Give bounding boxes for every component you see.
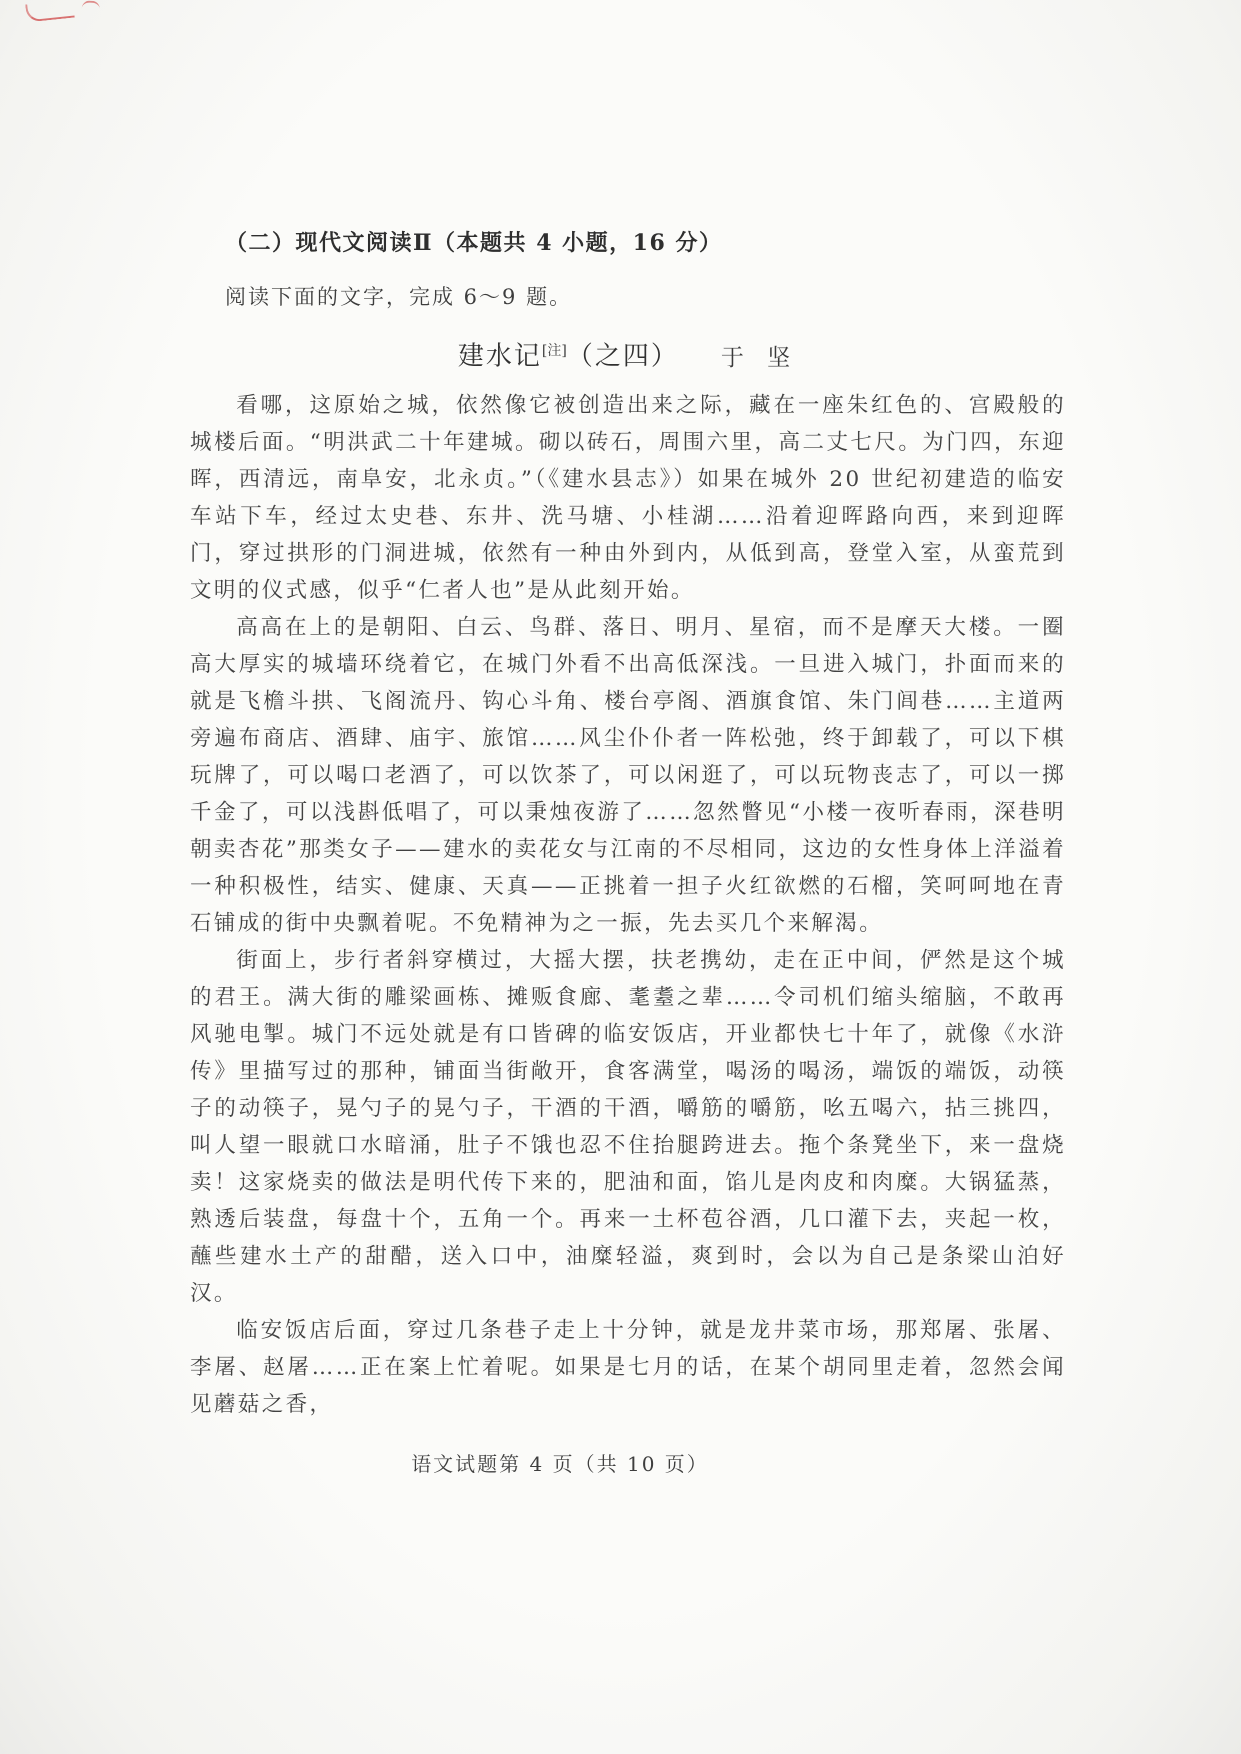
reading-instruction: 阅读下面的文字，完成 6～9 题。	[225, 285, 573, 309]
article-paragraph: 看哪，这原始之城，依然像它被创造出来之际，藏在一座朱红色的、宫殿般的城楼后面。“明洪武二十年建城。砌以砖石，周围六里，高二丈七尺。为门四，东迎晖，西清远，南阜安，北永贞。”（《建水县志》）如果在城外 20 世纪初建造的临安车站下车，经过太史巷、东井、洗马塘、小桂湖……沿着迎晖路向西，来到迎晖门，穿过拱形的门洞进城，依然有一种由外到内，从低到高，登堂入室，从蛮荒到文明的仪式感，似乎“仁者人也”是从此刻开始。	[190, 392, 1066, 603]
red-pen-mark	[25, 0, 75, 22]
article-title-part: （之四）	[566, 341, 679, 372]
article-body	[190, 387, 1066, 1423]
article-author: 于 坚	[720, 344, 799, 371]
article-paragraph: 街面上，步行者斜穿横过，大摇大摆，扶老携幼，走在正中间，俨然是这个城的君王。满大街的雕梁画栋、摊贩食廊、耄耋之辈……令司机们缩头缩脑，不敢再风驰电掣。城门不远处就是有口皆碑的临安饭店，开业都快七十年了，就像《水浒传》里描写过的那种，铺面当街敞开，食客满堂，喝汤的喝汤，端饭的端饭，动筷子的动筷子，晃勺子的晃勺子，干酒的干酒，嚼筋的嚼筋，吆五喝六，拈三挑四，叫人望一眼就口水暗涌，肚子不饿也忍不住抬腿跨进去。拖个条凳坐下，来一盘烧卖！这家烧卖的做法是明代传下来的，肥油和面，馅儿是肉皮和肉糜。大锅猛蒸，熟透后装盘，每盘十个，五角一个。再来一土杯苞谷酒，几口灌下去，夹起一枚，蘸些建水土产的甜醋，送入口中，油糜轻溢，爽到时，会以为自己是条梁山泊好汉。	[190, 947, 1066, 1306]
article-title-line	[190, 334, 1066, 375]
article-title-note: [注]	[541, 343, 567, 359]
article-paragraph: 临安饭店后面，穿过几条巷子走上十分钟，就是龙井菜市场，那郑屠、张屠、李屠、赵屠……正在案上忙着呢。如果是七月的话，在某个胡同里走着，忽然会闻见蘑菇之香，	[190, 1317, 1066, 1417]
section-heading: （二）现代文阅读Ⅱ（本题共 4 小题，16 分）	[225, 230, 723, 256]
article-title: 建水记	[457, 341, 542, 372]
page-content	[190, 228, 1066, 1423]
page-footer: 语文试题第 4 页（共 10 页）	[411, 1452, 709, 1476]
article-paragraph: 高高在上的是朝阳、白云、鸟群、落日、明月、星宿，而不是摩天大楼。一圈高大厚实的城墙环绕着它，在城门外看不出高低深浅。一旦进入城门，扑面而来的就是飞檐斗拱、飞阁流丹、钩心斗角、楼台亭阁、酒旗食馆、朱门闾巷……主道两旁遍布商店、酒肆、庙宇、旅馆……风尘仆仆者一阵松弛，终于卸载了，可以下棋玩牌了，可以喝口老酒了，可以饮茶了，可以闲逛了，可以玩物丧志了，可以一掷千金了，可以浅斟低唱了，可以秉烛夜游了……忽然瞥见“小楼一夜听春雨，深巷明朝卖杏花”那类女子——建水的卖花女与江南的不尽相同，这边的女性身体上洋溢着一种积极性，结实、健康、天真——正挑着一担子火红欲燃的石榴，笑呵呵地在青石铺成的街中央飘着呢。不免精神为之一振，先去买几个来解渴。	[190, 614, 1066, 936]
